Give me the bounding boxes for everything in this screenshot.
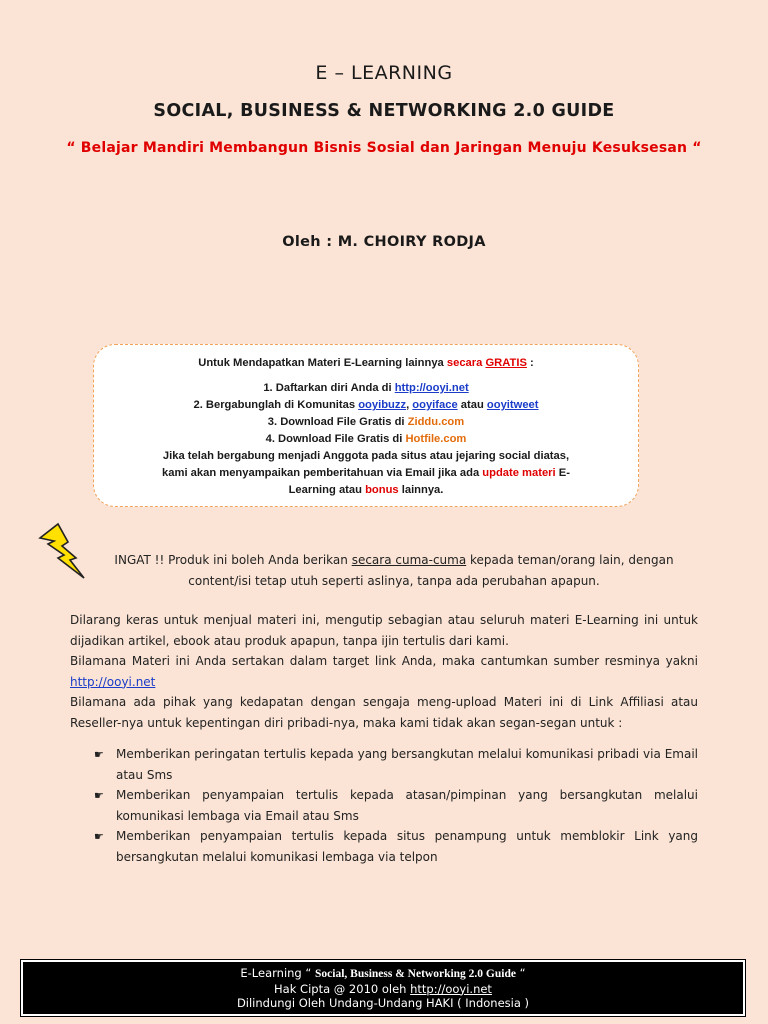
list-item (92, 826, 698, 867)
step-2-text: 2. Bergabunglah di Komunitas (193, 399, 359, 411)
note-line-1: Jika telah bergabung menjadi Anggota pada situs atau jejaring social diatas, (162, 450, 570, 462)
terms-paragraphs (70, 610, 698, 733)
step-4-text: 4. Download File Gratis di (265, 433, 406, 445)
intro-red-text: secara (446, 357, 486, 369)
list-item (92, 785, 698, 826)
info-note (94, 448, 638, 499)
bonus-text: bonus (365, 484, 399, 496)
step-2-sep: , (406, 399, 413, 411)
info-intro (94, 355, 638, 372)
warning-text-b: kepada teman/orang lain, dengan (466, 553, 674, 567)
ziddu-site: Ziddu.com (407, 416, 465, 428)
list-item (92, 744, 698, 785)
note-line-3a: Learning atau (288, 484, 366, 496)
intro-text: Untuk Mendapatkan Materi E-Learning lainnya (198, 357, 447, 369)
author-line: Oleh : M. CHOIRY RODJA (282, 234, 486, 250)
footer-copyright: Hak Cipta @ 2010 oleh (274, 981, 411, 996)
note-line-3 (94, 482, 638, 499)
list-item-text: Memberikan penyampaian tertulis kepada situs penampung untuk memblokir Link yang bersangkutan melalui komunikasi lembaga via telpon (116, 829, 698, 864)
step-4 (94, 431, 638, 448)
step-2-and: atau (457, 399, 487, 411)
document-title: E – LEARNING (315, 62, 453, 84)
step-2 (94, 397, 638, 414)
pointing-hand-icon: ☛ (94, 830, 104, 843)
pointing-hand-icon: ☛ (94, 789, 104, 802)
footer-banner (21, 960, 745, 1016)
tagline-quote: “ Belajar Mandiri Membangun Bisnis Sosial dan Jaringan Menuju Kesuksesan “ (66, 140, 702, 156)
step-1-text: 1. Daftarkan diri Anda di (263, 382, 395, 394)
ooyi-link[interactable]: http://ooyi.net (394, 382, 469, 394)
warning-underlined: secara cuma-cuma (351, 553, 467, 567)
ooyiface-link[interactable]: ooyiface (412, 399, 458, 411)
update-materi-text: update materi (482, 467, 556, 479)
warning-text-c: content/isi tetap utuh seperti aslinya, tanpa ada perubahan apapun. (188, 573, 600, 588)
footer-guide-title: Social, Business & Networking 2.0 Guide (315, 968, 516, 980)
info-box (93, 344, 639, 507)
note-line-2b: E- (555, 467, 570, 479)
source-link[interactable]: http://ooyi.net (70, 674, 156, 689)
warning-notice (88, 550, 700, 591)
ooyibuzz-link[interactable]: ooyibuzz (358, 399, 407, 411)
note-line-2a: kami akan menyampaikan pemberitahuan via Email jika ada (162, 467, 483, 479)
list-item-text: Memberikan penyampaian tertulis kepada atasan/pimpinan yang bersangkutan melalui komunikasi lembaga via Email atau Sms (116, 788, 698, 823)
warning-text-a: INGAT !! Produk ini boleh Anda berikan (114, 553, 352, 567)
pointing-hand-icon: ☛ (94, 748, 104, 761)
note-line-3b: lainnya. (398, 484, 444, 496)
step-1 (94, 380, 638, 397)
step-3-text: 3. Download File Gratis di (267, 416, 408, 428)
footer-line-1 (23, 966, 743, 982)
footer-link[interactable]: http://ooyi.net (410, 981, 492, 996)
steps-list (94, 380, 638, 448)
actions-list (92, 744, 698, 867)
intro-end: : (526, 357, 534, 369)
document-subtitle: SOCIAL, BUSINESS & NETWORKING 2.0 GUIDE (153, 101, 615, 121)
list-item-text: Memberikan peringatan tertulis kepada yang bersangkutan melalui komunikasi pribadi via Email atau Sms (116, 747, 698, 782)
paragraph-2-text: Bilamana Materi ini Anda sertakan dalam target link Anda, maka cantumkan sumber resminya yakni (70, 654, 698, 668)
footer-line-3: Dilindungi Oleh Undang-Undang HAKI ( Indonesia ) (236, 996, 530, 1010)
step-3 (94, 414, 638, 431)
paragraph-2 (70, 651, 698, 692)
footer-line-1a: E-Learning “ (240, 966, 316, 980)
lightning-bolt-icon (38, 522, 88, 580)
paragraph-3: Bilamana ada pihak yang kedapatan dengan sengaja meng-upload Materi ini di Link Affiliasi atau Reseller-nya untuk kepentingan diri pribadi-nya, maka kami tidak akan segan-segan untuk : (70, 695, 698, 730)
hotfile-site: Hotfile.com (405, 433, 467, 445)
note-line-2 (94, 465, 638, 482)
paragraph-1: Dilarang keras untuk menjual materi ini, mengutip sebagian atau seluruh materi E-Learning ini untuk dijadikan artikel, ebook atau produk apapun, tanpa ijin tertulis dari kami. (70, 613, 698, 648)
footer-line-1c: “ (515, 966, 526, 980)
gratis-link[interactable]: GRATIS (485, 357, 527, 369)
ooyitweet-link[interactable]: ooyitweet (486, 399, 539, 411)
footer-line-2 (23, 982, 743, 997)
